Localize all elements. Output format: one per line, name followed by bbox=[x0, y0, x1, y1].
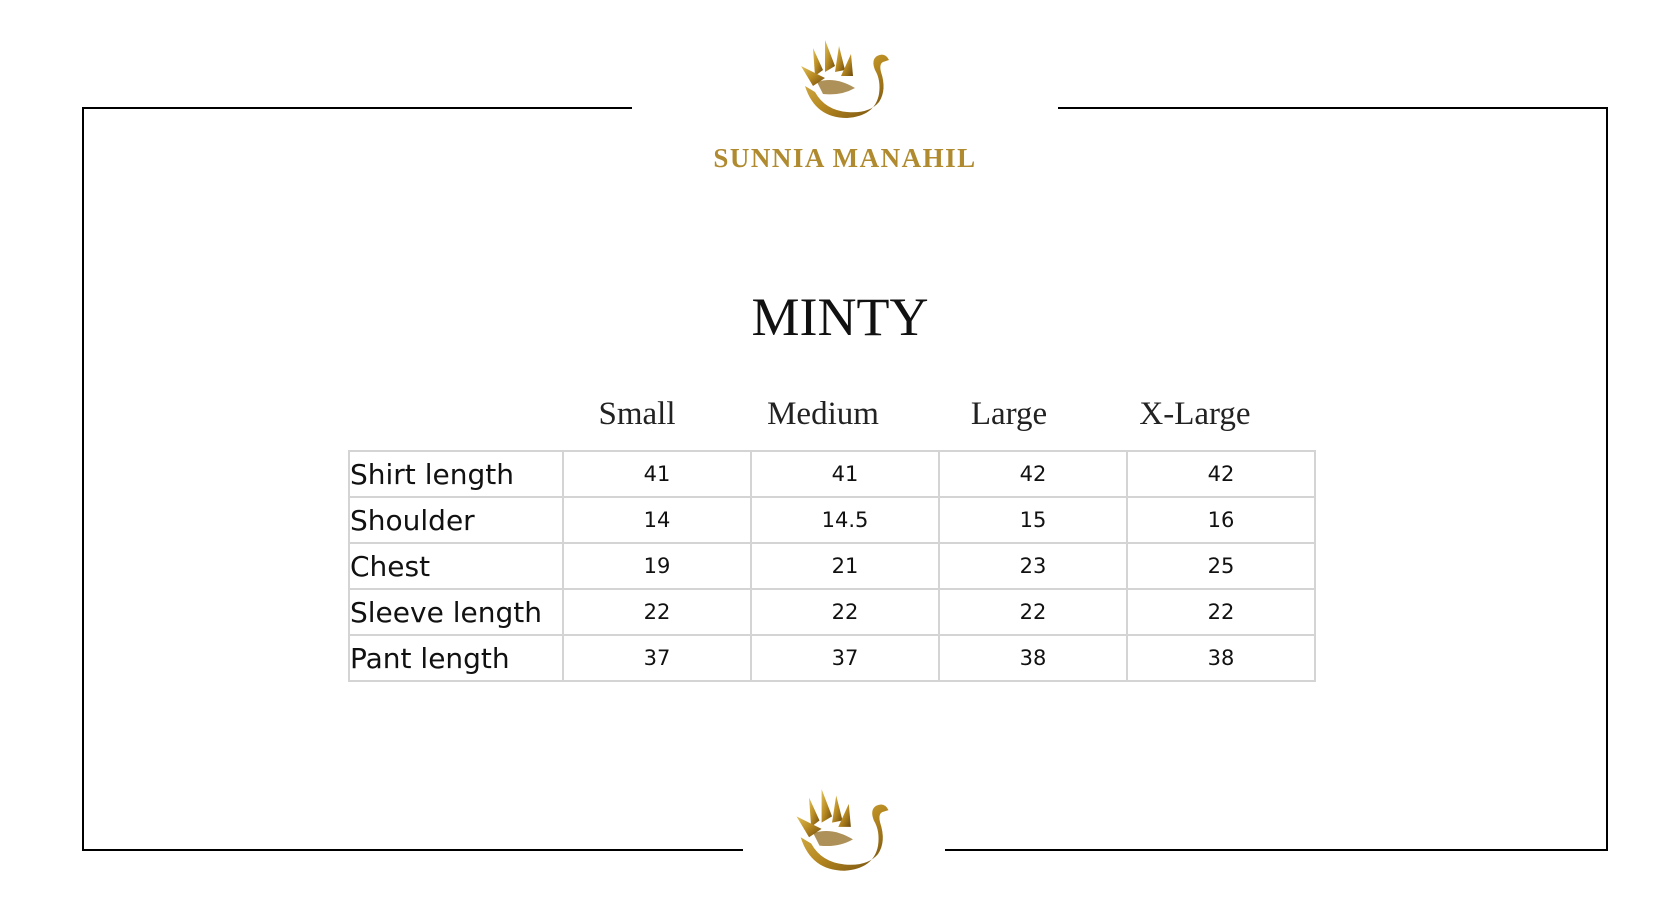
table-cell: 38 bbox=[1127, 635, 1315, 681]
column-header-small: Small bbox=[598, 396, 676, 432]
frame-top-left-line bbox=[82, 107, 632, 109]
table-cell: 37 bbox=[751, 635, 939, 681]
row-label: Pant length bbox=[349, 635, 563, 681]
size-chart-table bbox=[348, 450, 1316, 682]
golden-swan-icon bbox=[795, 36, 895, 124]
table-cell: 37 bbox=[563, 635, 751, 681]
table-cell: 14 bbox=[563, 497, 751, 543]
table-cell: 22 bbox=[563, 589, 751, 635]
table-cell: 25 bbox=[1127, 543, 1315, 589]
row-label: Sleeve length bbox=[349, 589, 563, 635]
table-cell: 41 bbox=[751, 451, 939, 497]
column-header-large: Large bbox=[970, 396, 1048, 432]
product-title: MINTY bbox=[751, 287, 929, 347]
table-cell: 21 bbox=[751, 543, 939, 589]
frame-right-line bbox=[1606, 107, 1608, 851]
table-cell: 15 bbox=[939, 497, 1127, 543]
frame-left-line bbox=[82, 107, 84, 851]
frame-bottom-left-line bbox=[82, 849, 743, 851]
table-cell: 41 bbox=[563, 451, 751, 497]
table-cell: 14.5 bbox=[751, 497, 939, 543]
frame-top-right-line bbox=[1058, 107, 1608, 109]
row-label: Shirt length bbox=[349, 451, 563, 497]
table-row bbox=[349, 543, 1315, 589]
column-header-medium: Medium bbox=[767, 396, 879, 432]
table-row bbox=[349, 451, 1315, 497]
row-label: Shoulder bbox=[349, 497, 563, 543]
table-cell: 38 bbox=[939, 635, 1127, 681]
table-cell: 23 bbox=[939, 543, 1127, 589]
table-row bbox=[349, 589, 1315, 635]
table-cell: 42 bbox=[939, 451, 1127, 497]
golden-swan-icon bbox=[790, 785, 895, 877]
table-cell: 19 bbox=[563, 543, 751, 589]
row-label: Chest bbox=[349, 543, 563, 589]
table-cell: 22 bbox=[1127, 589, 1315, 635]
table-cell: 16 bbox=[1127, 497, 1315, 543]
table-cell: 22 bbox=[751, 589, 939, 635]
brand-name: SUNNIA MANAHIL bbox=[713, 143, 977, 173]
table-cell: 42 bbox=[1127, 451, 1315, 497]
table-row bbox=[349, 635, 1315, 681]
table-cell: 22 bbox=[939, 589, 1127, 635]
frame-bottom-right-line bbox=[945, 849, 1608, 851]
table-row bbox=[349, 497, 1315, 543]
column-header-x-large: X-Large bbox=[1139, 396, 1251, 432]
